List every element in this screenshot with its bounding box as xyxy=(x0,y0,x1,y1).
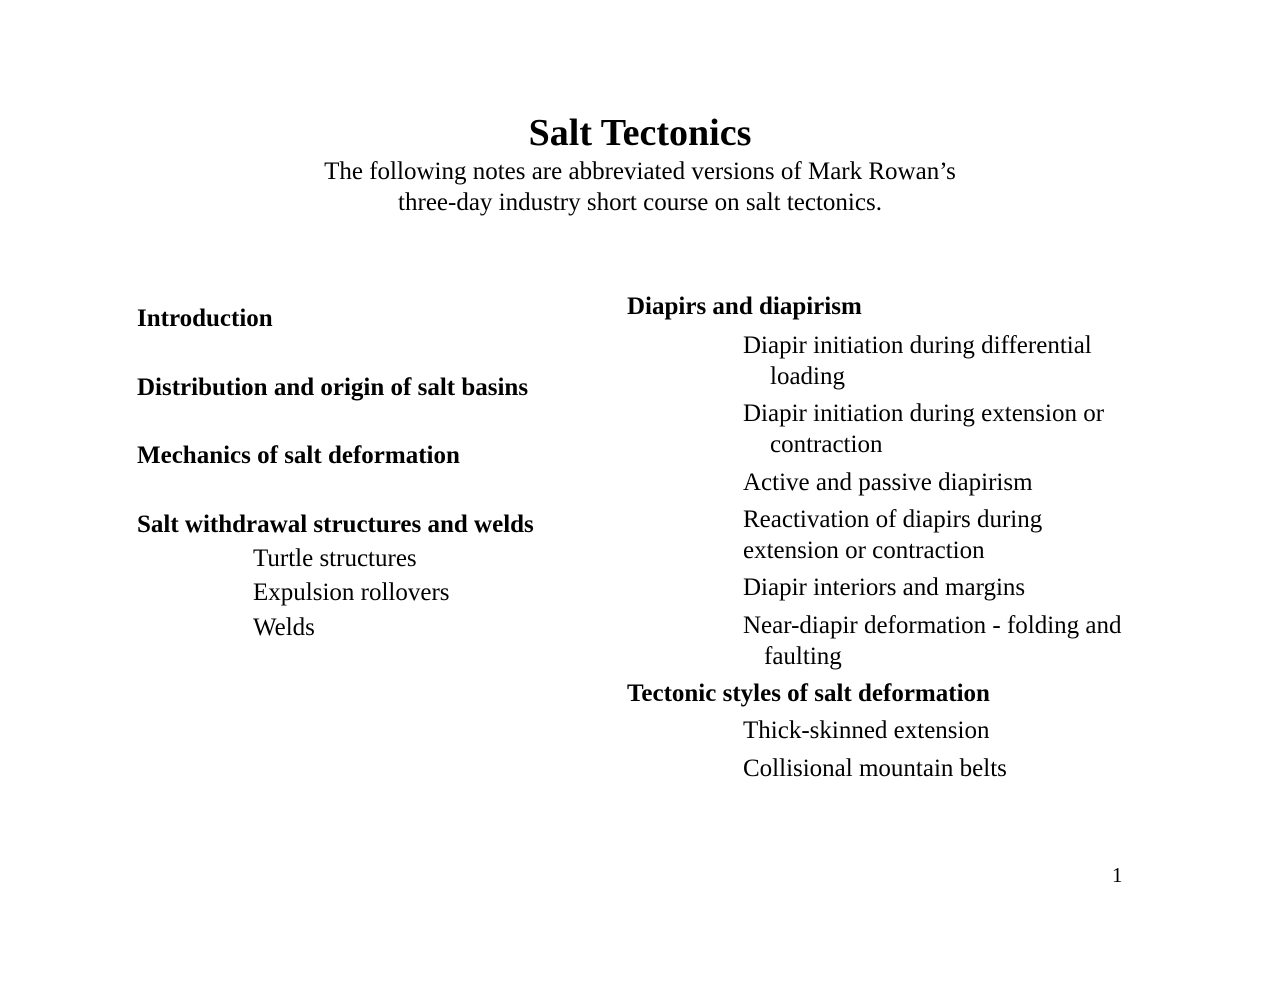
list-item-continuation: contraction xyxy=(770,431,883,458)
subtitle-line-1: The following notes are abbreviated versions of Mark Rowan’s xyxy=(324,158,956,185)
list-item-thick-skinned-extension: Thick-skinned extension xyxy=(743,717,990,744)
heading-distribution: Distribution and origin of salt basins xyxy=(137,374,529,401)
heading-mechanics: Mechanics of salt deformation xyxy=(137,442,460,469)
heading-diapirs: Diapirs and diapirism xyxy=(627,293,862,320)
heading-salt-withdrawal: Salt withdrawal structures and welds xyxy=(137,511,534,538)
page-title: Salt Tectonics xyxy=(528,112,752,154)
page-number: 1 xyxy=(1112,863,1123,887)
list-item-diapir-initiation-loading: Diapir initiation during differential xyxy=(743,332,1092,359)
list-item-reactivation: Reactivation of diapirs during xyxy=(743,506,1043,533)
list-item-turtle-structures: Turtle structures xyxy=(253,545,417,572)
list-item-near-diapir-deformation: Near-diapir deformation - folding and xyxy=(743,612,1122,639)
list-item-interiors-margins: Diapir interiors and margins xyxy=(743,574,1026,601)
list-item-collisional-mountain-belts: Collisional mountain belts xyxy=(743,755,1007,782)
list-item-diapir-initiation-extension: Diapir initiation during extension or xyxy=(743,400,1105,427)
list-item-active-passive-diapirism: Active and passive diapirism xyxy=(743,469,1033,496)
list-item-continuation: faulting xyxy=(764,643,842,670)
heading-introduction: Introduction xyxy=(137,305,273,332)
subtitle-line-2: three-day industry short course on salt tectonics. xyxy=(398,189,882,216)
list-item-welds: Welds xyxy=(253,614,315,641)
list-item-continuation: extension or contraction xyxy=(743,537,985,564)
heading-tectonic-styles: Tectonic styles of salt deformation xyxy=(627,680,990,707)
list-item-continuation: loading xyxy=(770,363,845,390)
list-item-expulsion-rollovers: Expulsion rollovers xyxy=(253,579,450,606)
